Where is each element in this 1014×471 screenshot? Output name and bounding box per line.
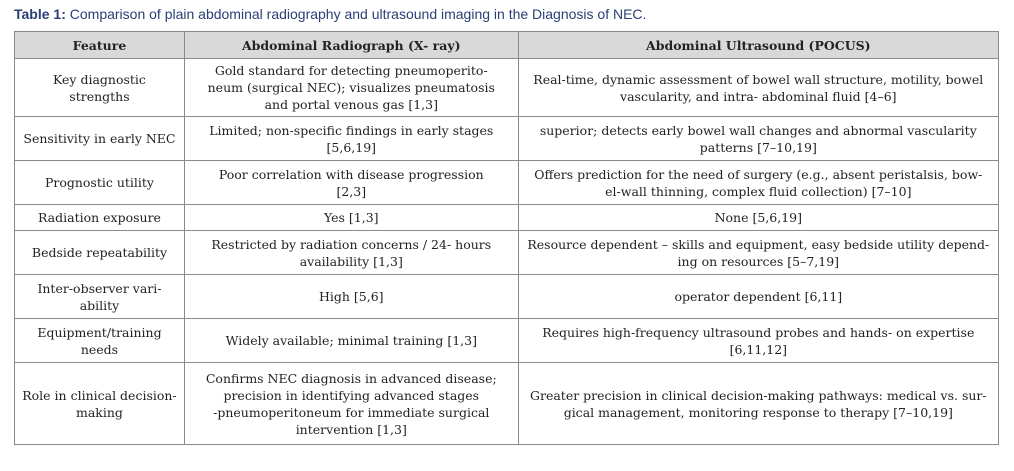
comparison-table xyxy=(14,31,999,445)
cell-text-line: and portal venous gas [1,3] xyxy=(264,97,438,112)
table-row xyxy=(15,231,999,275)
cell-text-line: Key diagnostic strengths xyxy=(53,71,146,104)
cell-text-line: availability [1,3] xyxy=(299,253,403,269)
feature-cell xyxy=(15,231,185,275)
cell-text-line: Role in clinical decision- xyxy=(22,387,177,403)
feature-cell xyxy=(15,205,185,231)
feature-cell xyxy=(15,319,185,363)
cell-text-line: Poor correlation with disease progression xyxy=(218,166,484,182)
table-row xyxy=(15,117,999,161)
cell-text-line: Greater precision in clinical decision-making pathways: medical vs. sur- xyxy=(529,387,987,403)
cell-text-line: Requires high-frequency ultrasound probes and hands- on expertise xyxy=(542,324,975,340)
cell-text-line: neum (surgical NEC); visualizes pneumatosis xyxy=(207,80,495,95)
cell-text-line: patterns [7–10,19] xyxy=(699,139,817,155)
cell-text-line: intervention [1,3] xyxy=(295,421,407,437)
table-header xyxy=(15,32,999,59)
cell-text-line: Limited; non-specific findings in early stages xyxy=(209,122,494,138)
cell-text-line: precision in identifying advanced stages xyxy=(223,387,480,403)
cell-text-line: Prognostic utility xyxy=(44,175,154,190)
table-row xyxy=(15,275,999,319)
feature-cell xyxy=(15,117,185,161)
radiograph-cell xyxy=(184,205,518,231)
cell-text-line: operator dependent [6,11] xyxy=(674,289,843,304)
cell-text-line: [5,6,19] xyxy=(326,139,377,155)
radiograph-cell xyxy=(184,319,518,363)
radiograph-cell xyxy=(184,161,518,205)
cell-text-line: Bedside repeatability xyxy=(31,245,168,260)
ultrasound-cell xyxy=(518,205,998,231)
cell-text-line: Offers prediction for the need of surgery (e.g., absent peristalsis, bow- xyxy=(534,166,983,182)
cell-text-line: needs xyxy=(80,341,119,357)
ultrasound-cell xyxy=(518,275,998,319)
ultrasound-cell xyxy=(518,231,998,275)
header-row xyxy=(15,32,999,59)
feature-cell xyxy=(15,275,185,319)
cell-text-line: gical management, monitoring response to therapy [7–10,19] xyxy=(563,404,953,420)
cell-text-line: Widely available; minimal training [1,3] xyxy=(225,333,477,348)
cell-text-line: ing on resources [5–7,19] xyxy=(677,253,840,269)
table-row xyxy=(15,161,999,205)
cell-text-line: making xyxy=(76,404,123,420)
radiograph-cell xyxy=(184,363,518,445)
table-caption-text: Comparison of plain abdominal radiography and ultrasound imaging in the Diagnosis of NEC. xyxy=(65,6,647,22)
header-feature: Feature xyxy=(15,32,185,59)
cell-text-line: Sensitivity in early NEC xyxy=(23,131,176,146)
cell-text-line: [2,3] xyxy=(336,183,367,199)
ultrasound-cell xyxy=(518,363,998,445)
feature-cell xyxy=(15,59,185,117)
ultrasound-cell xyxy=(518,319,998,363)
table-caption xyxy=(14,5,646,23)
radiograph-cell xyxy=(184,117,518,161)
cell-text-line: superior; detects early bowel wall changes and abnormal vascularity xyxy=(539,122,977,138)
cell-text-line: High [5,6] xyxy=(318,289,384,304)
cell-text-line: Yes [1,3] xyxy=(323,210,379,225)
header-radiograph: Abdominal Radiograph (X- ray) xyxy=(184,32,518,59)
table-row xyxy=(15,59,999,117)
table-caption-label: Table 1: xyxy=(14,6,66,22)
cell-text-line: Gold standard for detecting pneumoperito- xyxy=(214,63,488,78)
cell-text-line: -pneumoperitoneum for immediate surgical xyxy=(213,404,490,420)
cell-text-line: Real-time, dynamic assessment of bowel wall structure, motility, bowel xyxy=(533,71,984,87)
cell-text-line: None [5,6,19] xyxy=(714,210,802,225)
feature-cell xyxy=(15,161,185,205)
ultrasound-cell xyxy=(518,117,998,161)
table-row xyxy=(15,205,999,231)
cell-text-line: Restricted by radiation concerns / 24- hours xyxy=(211,236,492,252)
cell-text-line: vascularity, and intra- abdominal fluid [4–6] xyxy=(620,88,897,104)
radiograph-cell xyxy=(184,275,518,319)
cell-text-line: [6,11,12] xyxy=(729,341,788,357)
radiograph-cell xyxy=(184,59,518,117)
header-ultrasound: Abdominal Ultrasound (POCUS) xyxy=(518,32,998,59)
feature-cell xyxy=(15,363,185,445)
cell-text-line: el-wall thinning, complex fluid collection) [7–10] xyxy=(605,183,912,199)
cell-text-line: ability xyxy=(79,297,120,313)
radiograph-cell xyxy=(184,231,518,275)
table-row xyxy=(15,319,999,363)
ultrasound-cell xyxy=(518,161,998,205)
cell-text-line: Radiation exposure xyxy=(37,210,161,225)
cell-text-line: Confirms NEC diagnosis in advanced disease; xyxy=(205,370,497,386)
cell-text-line: Equipment/training xyxy=(37,324,162,340)
ultrasound-cell xyxy=(518,59,998,117)
cell-text-line: Inter-observer vari- xyxy=(37,280,162,296)
cell-text-line: Resource dependent – skills and equipment, easy bedside utility depend- xyxy=(527,236,990,252)
table-row xyxy=(15,363,999,445)
table-body xyxy=(15,59,999,445)
